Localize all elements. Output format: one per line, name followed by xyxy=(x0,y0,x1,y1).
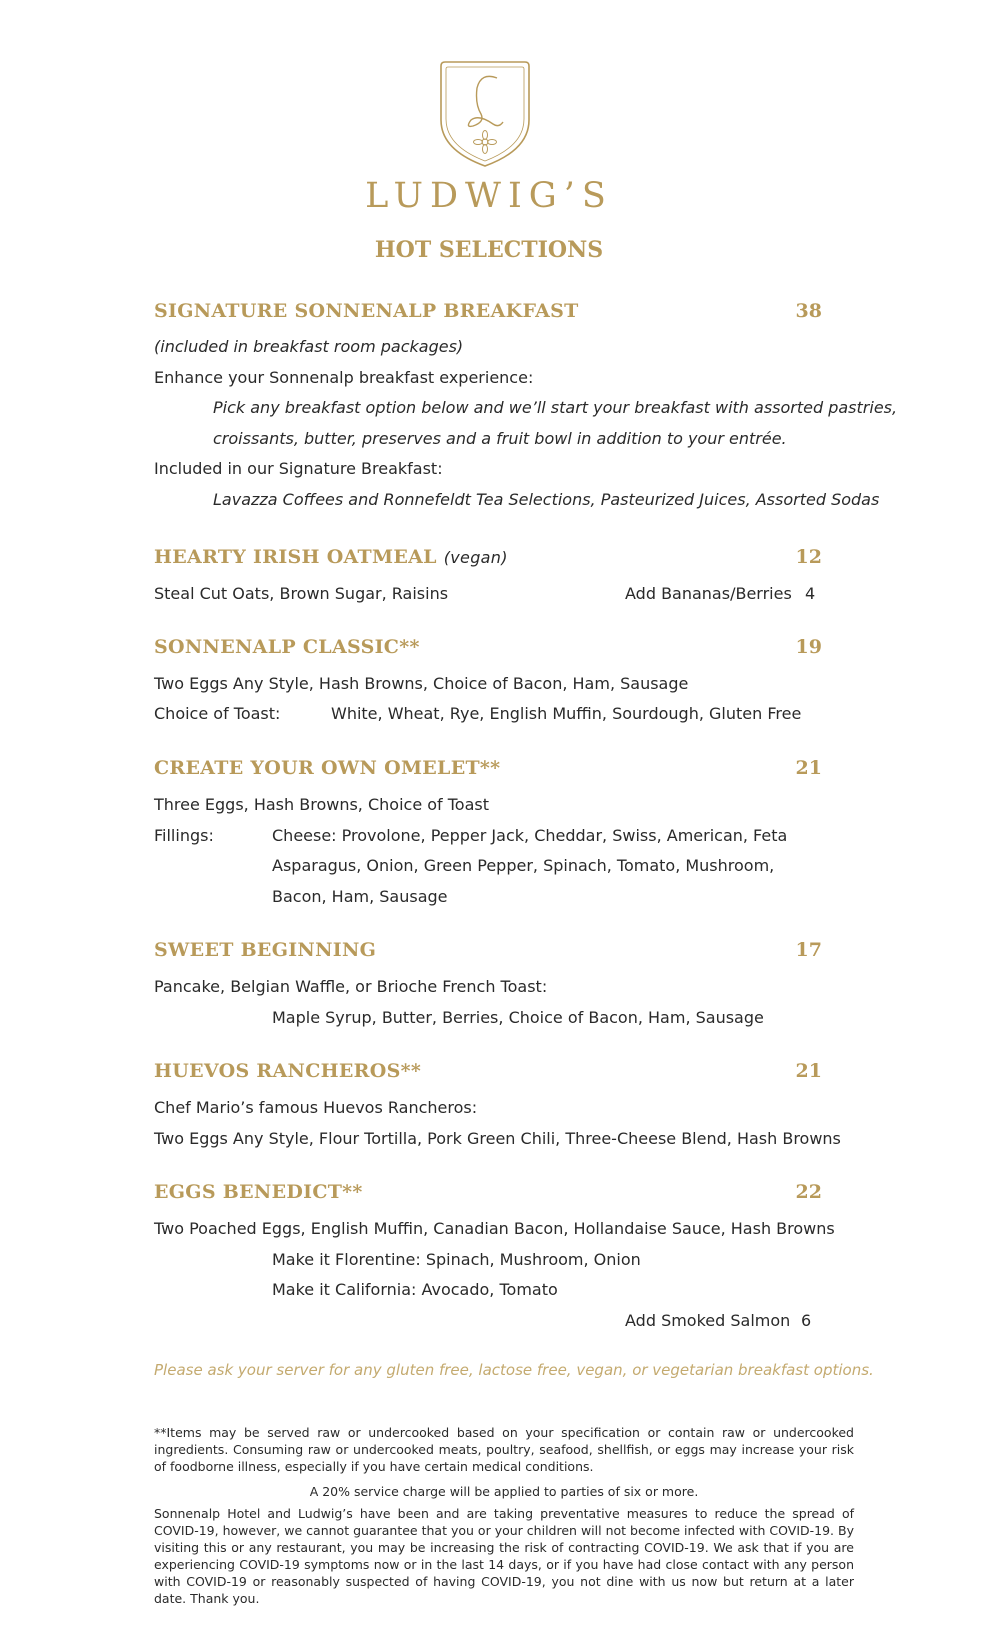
oatmeal-addon-price: 4 xyxy=(805,584,816,603)
page-title: HOT SELECTIONS xyxy=(374,237,604,263)
benedict-desc: Two Poached Eggs, English Muffin, Canadian Bacon, Hollandaise Sauce, Hash Browns xyxy=(154,1219,835,1238)
crest-icon xyxy=(437,58,533,170)
fillings-line-3: Bacon, Ham, Sausage xyxy=(272,887,448,906)
signature-title: SIGNATURE SONNENALP BREAKFAST xyxy=(154,300,579,322)
oatmeal-addon: Add Bananas/Berries xyxy=(625,584,792,603)
flower-icon xyxy=(474,131,497,154)
sweet-title: SWEET BEGINNING xyxy=(154,939,377,961)
benedict-addon-price: 6 xyxy=(801,1311,812,1330)
classic-title: SONNENALP CLASSIC** xyxy=(154,636,420,658)
omelet-desc: Three Eggs, Hash Browns, Choice of Toast xyxy=(154,795,490,814)
benedict-variant-2: Make it California: Avocado, Tomato xyxy=(272,1280,558,1299)
oatmeal-desc: Steal Cut Oats, Brown Sugar, Raisins xyxy=(154,584,449,603)
sweet-price: 17 xyxy=(795,939,822,961)
raw-warning: **Items may be served raw or undercooked based on your specification or contain raw or undercooked ingredients. Consuming raw or undercooked meats, poultry, seafood, shellfish, or eggs may increase your risk of foodborne illness, especially if you have certain medical conditions. xyxy=(154,1425,854,1474)
fillings-line-1: Cheese: Provolone, Pepper Jack, Cheddar, Swiss, American, Feta xyxy=(272,826,788,845)
huevos-desc-1: Chef Mario’s famous Huevos Rancheros: xyxy=(154,1098,478,1117)
fillings-label: Fillings: xyxy=(154,826,214,845)
covid-notice: Sonnenalp Hotel and Ludwig’s have been and are taking preventative measures to reduce the spread of COVID-19, however, we cannot guarantee that you or your children will not become infected with COVID-19. By visiting this or any restaurant, you may be increasing the risk of contracting COVID-19. We ask that if you are experiencing COVID-19 symptoms now or in the last 14 days, or if you have had close contact with any person with COVID-19 or reasonably suspected of having COVID-19, you not dine with us now but return at a later date. Thank you. xyxy=(154,1506,854,1606)
classic-price: 19 xyxy=(795,636,822,658)
sweet-desc: Pancake, Belgian Waffle, or Brioche French Toast: xyxy=(154,977,548,996)
omelet-title: CREATE YOUR OWN OMELET** xyxy=(154,757,501,779)
benedict-title: EGGS BENEDICT** xyxy=(154,1181,363,1203)
logo xyxy=(437,58,533,170)
signature-note: (included in breakfast room packages) xyxy=(154,337,464,356)
benedict-addon: Add Smoked Salmon xyxy=(625,1311,791,1330)
oatmeal-name: HEARTY IRISH OATMEAL xyxy=(154,546,437,568)
enhance-label: Enhance your Sonnenalp breakfast experience: xyxy=(154,368,534,387)
enhance-line-2: croissants, butter, preserves and a fruit bowl in addition to your entrée. xyxy=(213,429,787,448)
classic-desc: Two Eggs Any Style, Hash Browns, Choice of Bacon, Ham, Sausage xyxy=(154,674,689,693)
included-label: Included in our Signature Breakfast: xyxy=(154,459,443,478)
dietary-note: Please ask your server for any gluten free, lactose free, vegan, or vegetarian breakfast options. xyxy=(154,1361,874,1379)
huevos-title: HUEVOS RANCHEROS** xyxy=(154,1060,422,1082)
omelet-price: 21 xyxy=(795,757,822,779)
signature-price: 38 xyxy=(795,300,822,322)
oatmeal-tag: (vegan) xyxy=(443,548,508,567)
fillings-line-2: Asparagus, Onion, Green Pepper, Spinach, Tomato, Mushroom, xyxy=(272,856,775,875)
huevos-price: 21 xyxy=(795,1060,822,1082)
toast-options: White, Wheat, Rye, English Muffin, Sourdough, Gluten Free xyxy=(331,704,802,723)
oatmeal-title xyxy=(154,546,508,568)
sweet-toppings: Maple Syrup, Butter, Berries, Choice of Bacon, Ham, Sausage xyxy=(272,1008,764,1027)
oatmeal-price: 12 xyxy=(795,546,822,568)
included-items: Lavazza Coffees and Ronnefeldt Tea Selections, Pasteurized Juices, Assorted Sodas xyxy=(213,490,880,509)
brand-name: LUDWIG’S xyxy=(365,176,613,216)
service-charge: A 20% service charge will be applied to parties of six or more. xyxy=(309,1484,699,1499)
benedict-price: 22 xyxy=(795,1181,822,1203)
toast-label: Choice of Toast: xyxy=(154,704,281,723)
enhance-line-1: Pick any breakfast option below and we’ll start your breakfast with assorted pastries, xyxy=(213,398,898,417)
huevos-desc-2: Two Eggs Any Style, Flour Tortilla, Pork Green Chili, Three-Cheese Blend, Hash Browns xyxy=(154,1129,841,1148)
benedict-variant-1: Make it Florentine: Spinach, Mushroom, Onion xyxy=(272,1250,641,1269)
